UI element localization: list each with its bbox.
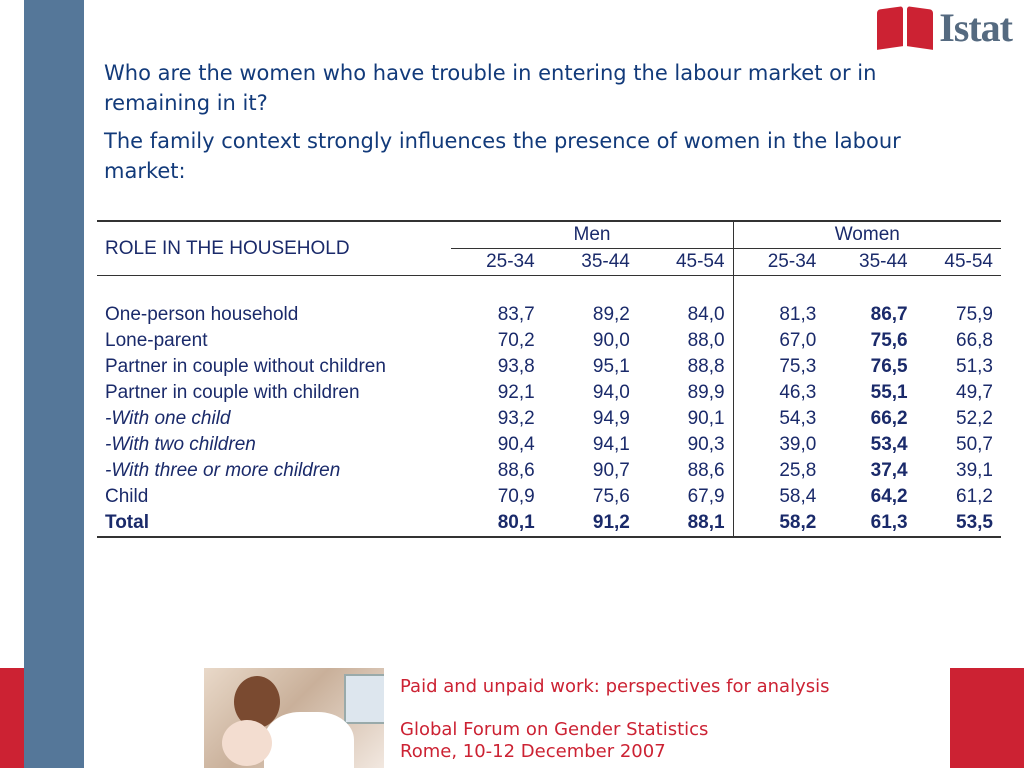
cell: 88,6 [687, 460, 725, 481]
row-label: -With two children [105, 434, 256, 455]
role-header: ROLE IN THE HOUSEHOLD [97, 221, 451, 276]
cell: 88,1 [638, 510, 733, 537]
cell: 90,3 [687, 434, 725, 455]
table-row [97, 458, 1001, 484]
cell: 70,2 [497, 330, 535, 351]
cell: 54,3 [733, 406, 824, 432]
cell: 70,9 [497, 486, 535, 507]
table-row [97, 328, 1001, 354]
cell: 75,9 [956, 304, 993, 325]
istat-logo-text: Istat [939, 5, 1012, 50]
istat-logo-icon [877, 8, 933, 48]
cell: 94,9 [592, 408, 630, 429]
cell: 37,4 [870, 460, 908, 481]
cell: 67,0 [733, 328, 824, 354]
footer-title: Paid and unpaid work: perspectives for analysis [400, 676, 830, 697]
age-header: 35-44 [824, 249, 915, 276]
cell: 88,6 [497, 460, 535, 481]
cell: 92,1 [497, 382, 535, 403]
cell: 95,1 [592, 356, 630, 377]
istat-logo [877, 4, 1012, 51]
cell: 75,6 [592, 486, 630, 507]
men-group-header: Men [451, 221, 733, 249]
age-header: 45-54 [916, 249, 1001, 276]
age-header: 45-54 [638, 249, 733, 276]
cell: 90,7 [592, 460, 630, 481]
row-label: Partner in couple with children [105, 382, 360, 403]
women-group-header: Women [733, 221, 1001, 249]
row-label: -With three or more children [105, 460, 341, 481]
row-label: Lone-parent [105, 330, 208, 351]
cell: 89,9 [687, 382, 725, 403]
table-header-row [97, 221, 1001, 249]
cell: 91,2 [543, 510, 638, 537]
age-header: 25-34 [451, 249, 542, 276]
table-spacer [97, 276, 1001, 303]
cell: 94,1 [592, 434, 630, 455]
cell: 52,2 [956, 408, 993, 429]
cell: 67,9 [687, 486, 725, 507]
cell: 64,2 [870, 486, 908, 507]
cell: 66,8 [956, 330, 993, 351]
cell: 39,1 [956, 460, 993, 481]
cell: 83,7 [497, 304, 535, 325]
cell: 84,0 [687, 304, 725, 325]
cell: 93,2 [497, 408, 535, 429]
cell: 75,3 [733, 354, 824, 380]
cell: 88,0 [687, 330, 725, 351]
row-label: Total [97, 510, 451, 537]
cell: 61,3 [824, 510, 915, 537]
footer-text [400, 676, 830, 763]
cell: 94,0 [592, 382, 630, 403]
intro-statement: The family context strongly influences the presence of women in the labour market: [104, 129, 901, 183]
age-header: 25-34 [733, 249, 824, 276]
row-label: -With one child [105, 408, 231, 429]
cell: 50,7 [956, 434, 993, 455]
cell: 90,0 [592, 330, 630, 351]
cell: 86,7 [870, 304, 908, 325]
table-row [97, 406, 1001, 432]
age-header: 35-44 [543, 249, 638, 276]
row-label: Child [105, 486, 149, 507]
cell: 93,8 [497, 356, 535, 377]
cell: 89,2 [592, 304, 630, 325]
employment-table [97, 220, 1001, 538]
cell: 39,0 [733, 432, 824, 458]
cell: 58,4 [733, 484, 824, 510]
cell: 75,6 [870, 330, 908, 351]
cell: 81,3 [733, 302, 824, 328]
cell: 25,8 [733, 458, 824, 484]
footer-event: Global Forum on Gender Statistics [400, 719, 709, 740]
cell: 61,2 [956, 486, 993, 507]
table-row [97, 354, 1001, 380]
cell: 76,5 [870, 356, 908, 377]
cell: 55,1 [870, 382, 908, 403]
cell: 49,7 [956, 382, 993, 403]
left-decorative-bar [0, 0, 85, 768]
cell: 90,1 [687, 408, 725, 429]
cell: 51,3 [956, 356, 993, 377]
intro-text [104, 58, 954, 194]
intro-question: Who are the women who have trouble in entering the labour market or in remaining in it? [104, 61, 877, 115]
cell: 58,2 [733, 510, 824, 537]
footer-photo [204, 668, 384, 768]
cell: 80,1 [451, 510, 542, 537]
table-row [97, 302, 1001, 328]
cell: 88,8 [687, 356, 725, 377]
row-label: Partner in couple without children [105, 356, 386, 377]
cell: 66,2 [870, 408, 908, 429]
table-row [97, 484, 1001, 510]
table-row [97, 432, 1001, 458]
cell: 46,3 [733, 380, 824, 406]
cell: 90,4 [497, 434, 535, 455]
table-row [97, 380, 1001, 406]
footer-place-date: Rome, 10-12 December 2007 [400, 741, 666, 762]
row-label: One-person household [105, 304, 299, 325]
table-total-row [97, 510, 1001, 537]
cell: 53,4 [870, 434, 908, 455]
cell: 53,5 [916, 510, 1001, 537]
